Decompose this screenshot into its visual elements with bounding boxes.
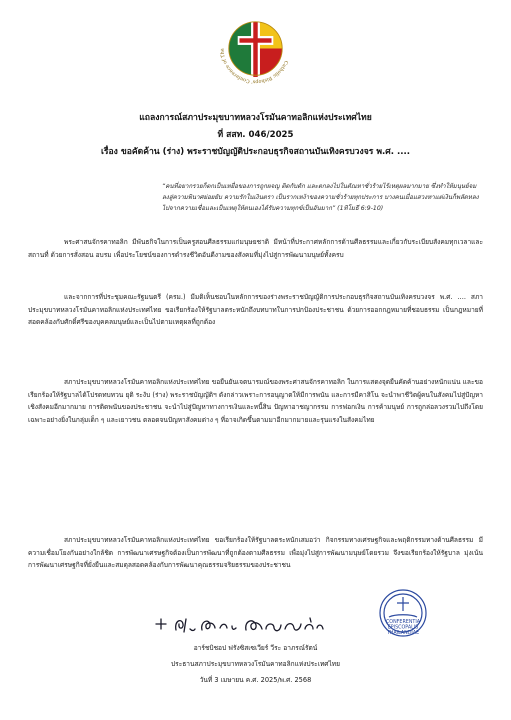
seal-text-line-3: THAILANDIAE — [386, 631, 420, 636]
seal-text-line-1: CONFERENTIA — [385, 620, 421, 625]
body-paragraph-2: และจากการที่ประชุมคณะรัฐมนตรี (ครม.) มีมติเห็นชอบในหลักการของร่างพระราชบัญญัติการประกอบธุรกิจสถานบันเทิงครบวงจร พ.ศ. .... สภาประมุขบาทหลวงโรมันคาทอลิกแห่งประเทศไทย ขอเรียกร้องให้รัฐบาลตระหนักถึงบทบาทในการปกป้องประชาชน ด้วยการออกกฎหมายที่ชอบธรรม เป็นกฎหมายที่สอดคล้องกับศักดิ์ศรีของบุคคลมนุษย์และเป็นไปตามเหตุผลที่ถูกต้อง — [28, 293, 483, 327]
document-number: ที่ สสท. 046/2025 — [217, 130, 294, 140]
document-subject: เรื่อง ขอคัดค้าน (ร่าง) พระราชบัญญัติประกอบธุรกิจสถานบันเทิงครบวงจร พ.ศ. .... — [100, 147, 411, 157]
seal-text-line-2: EPISCOPALIS — [387, 625, 419, 631]
official-seal-stamp — [377, 587, 429, 639]
statement-title: แถลงการณ์สภาประมุขบาทหลวงโรมันคาทอลิกแห่งประเทศไทย — [139, 113, 372, 123]
body-paragraph-1: พระศาสนจักรคาทอลิก มีพันธกิจในการเป็นครูสอนศีลธรรมแก่มนุษยชาติ มีหน้าที่ประกาศหลักการด้านศีลธรรมและเกี่ยวกับระเบียบสังคมทุกเวลาและสถานที่ ด้วยการสั่งสอน อบรม เพื่อประโยชน์ของการดำรงชีวิตอันดีงามของสังคมที่มุ่งไปสู่การพัฒนามนุษย์ทั้งครบ — [28, 238, 483, 259]
body-paragraph-3: สภาประมุขบาทหลวงโรมันคาทอลิกแห่งประเทศไทย ขอยืนยันเจตนารมณ์ของพระศาสนจักรคาทอลิก ในการแสดงจุดยืนคัดค้านอย่างหนักแน่น และขอเรียกร้องให้รัฐบาลได้โปรดทบทวน ยุติ ระงับ (ร่าง) พระราชบัญญัติฯ ดังกล่าวเพราะการอนุญาตให้มีการพนัน และการมีคาสิโน จะนำพาชีวิตผู้คนในสังคมไปสู่ปัญหาเชิงสังคมอีกมากมาย การติดพนันของประชาชน จะนำไปสู่ปัญหาทางการเงินและหนี้สิน ปัญหาอาชญากรรม การฟอกเงิน การค้ามนุษย์ การถูกล่อลวงรวมไปถึงโดยเฉพาะอย่างยิ่งในกลุ่มเด็ก ๆ และเยาวชน ตลอดจนปัญหาสังคมต่าง ๆ ที่อาจเกิดขึ้นตามมาอีกมากมายและรุนแรงในสังคมไทย — [28, 378, 483, 424]
cbct-emblem-icon — [211, 4, 300, 93]
statement-date: วันที่ 3 เมษายน ค.ศ. 2025/พ.ศ. 2568 — [199, 676, 312, 684]
signatory-name: อาร์ชบิชอป ฟรังซิสเซเวียร์ วีระ อาภรณ์รัตน์ — [193, 644, 318, 652]
scripture-quote — [162, 181, 480, 215]
quote-text: “คนที่อยากรวยก็ตกเป็นเหยื่อของการถูกผจญ ติดกับดัก และตกลงไปในตัณหาชั่วร้ายไร้เหตุผลมากมาย ซึ่งทำให้มนุษย์จมลงสู่ความพินาศย่อยยับ ความรักในเงินตรา เป็นรากเหง้าของความชั่วร้ายทุกประการ บางคนเมื่อแสวงหาแต่เงินก็พลัดหลงไปจากความเชื่อและเป็นเหตุให้ตนเองได้รับความทุกข์เป็นอันมาก” — [162, 183, 479, 213]
emblem-ring-text: Catholic Bishops' Conference of Tha — [220, 48, 289, 84]
quote-reference: (1ทิโมธี 6:9-10) — [337, 205, 384, 213]
body-paragraph-4: สภาประมุขบาทหลวงโรมันคาทอลิกแห่งประเทศไทย ขอเรียกร้องให้รัฐบาลตระหนักเสมอว่า กิจกรรมทางเศรษฐกิจและพฤติกรรมทางด้านศีลธรรม มีความเชื่อมโยงกันอย่างใกล้ชิด การพัฒนาเศรษฐกิจต้องเป็นการพัฒนาที่ถูกต้องตามศีลธรรม เพื่อมุ่งไปสู่การพัฒนามนุษย์โดยรวม จึงขอเรียกร้องให้รัฐบาล มุ่งเน้นการพัฒนาเศรษฐกิจที่ยั่งยืนและสมดุลสอดคล้องกับการพัฒนาคุณธรรมจริยธรรมของประชาชน — [28, 536, 483, 570]
signatory-title: ประธานสภาประมุขบาทหลวงโรมันคาทอลิกแห่งประเทศไทย — [170, 660, 341, 668]
handwritten-signature — [150, 610, 330, 638]
